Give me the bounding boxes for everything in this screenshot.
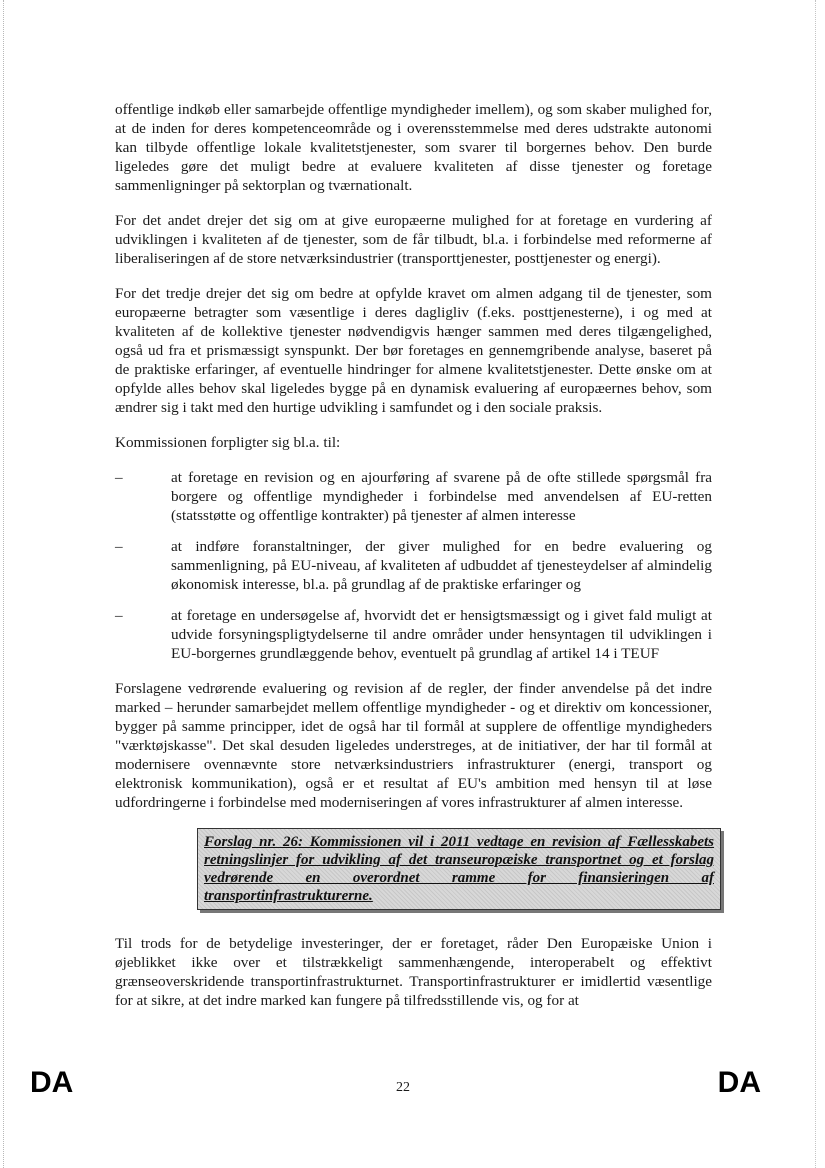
bullet-dash: – — [115, 538, 123, 555]
page-number: 22 — [396, 1080, 410, 1095]
proposal-box — [197, 828, 721, 910]
commitments-list — [115, 468, 712, 663]
commitment-item-2 — [115, 537, 712, 594]
commitment-text: at indføre foranstaltninger, der giver mulighed for en bedre evaluering og sammenligning, på EU-niveau, af kvaliteten af udbuddet af tjenesteydelser af almindelig økonomisk interesse, bl.a. på grundlag af de praktiske erfaringer og — [171, 538, 712, 593]
scan-edge-right — [815, 0, 817, 1168]
commitment-text: at foretage en revision og en ajourføring af svarene på de ofte stillede spørgsmål fra borgere og offentlige myndigheder i forbindelse med anvendelsen af EU-retten (statsstøtte og offentlige kontrakter) på tjenester af almen interesse — [171, 469, 712, 524]
final-paragraph: Til trods for de betydelige investeringer, der er foretaget, råder Den Europæiske Union i øjeblikket ikke over et tilstrækkeligt sammenhængende, interoperabelt og effektivt grænseoverskridende transportinfrastrukturnet. Transportinfrastrukturer er imidlertid væsentlige for at sikre, at det indre marked kan fungere på tilfredsstillende vis, og for at — [115, 935, 712, 1009]
footer-language-right: DA — [717, 1066, 761, 1099]
paragraph-3: For det tredje drejer det sig om bedre at opfylde kravet om almen adgang til de tjenester, som europæerne betragter som væsentlige i deres dagligliv (f.eks. posttjenesterne), i og med at kvaliteten af de kollektive tjenester nødvendigvis hænger sammen med deres tilgængelighed, også ud fra et prismæssigt synspunkt. Der bør foretages en gennemgribende analyse, baseret på de praktiske erfaringer, af eventuelle hindringer for almene kvalitetstjenester. Dette ønske om at opfylde alles behov skal ligeledes bygge på en dynamisk evaluering af europæernes behov, som ændrer sig i takt med den hurtige udvikling i samfundet og i den sociale praksis. — [115, 285, 712, 416]
commitments-intro: Kommissionen forpligter sig bl.a. til: — [115, 434, 341, 451]
page-body — [115, 100, 712, 1026]
paragraph-after-list: Forslagene vedrørende evaluering og revision af de regler, der finder anvendelse på det indre marked – herunder samarbejdet mellem offentlige myndigheder - og et direktiv om koncessioner, bygger på samme principper, idet de også har til formål at supplere de offentlige myndigheders "værktøjskasse". Det skal desuden ligeledes understreges, at de initiativer, der har til formål at modernisere ovennævnte store netværksindustriers infrastrukturer (energi, transport og elektronisk kommunikation), også er et resultat af EU's ambition med hensyn til at løse udfordringerne i forbindelse med moderniseringen af vores infrastrukturer af almen interesse. — [115, 680, 712, 811]
proposal-text: Forslag nr. 26: Kommissionen vil i 2011 vedtage en revision af Fællesskabets retningslinjer for udvikling af det transeuropæiske transportnet og et forslag vedrørende en overordnet ramme for finansieringen af transportinfrastrukturerne. — [204, 834, 714, 904]
commitment-item-1 — [115, 468, 712, 525]
scan-edge-left — [3, 0, 5, 1168]
bullet-dash: – — [115, 469, 123, 486]
paragraph-1: offentlige indkøb eller samarbejde offentlige myndigheder imellem), og som skaber mulighed for, at de inden for deres kompetenceområde og i overensstemmelse med deres udstrakte autonomi kan tilbyde offentlige lokale kvalitetstjenester, som svarer til borgernes behov. Den burde ligeledes gøre det muligt bedre at evaluere kvaliteten af disse tjenester og foretage sammenligninger på sektorplan og tværnationalt. — [115, 101, 712, 194]
paragraph-2: For det andet drejer det sig om at give europæerne mulighed for at foretage en vurdering af udviklingen i kvaliteten af de tjenester, som de får tilbudt, bl.a. i forbindelse med reformerne af liberaliseringen af de store netværksindustrier (transporttjenester, posttjenester og energi). — [115, 212, 712, 267]
footer-language-left: DA — [30, 1066, 74, 1099]
commitment-item-3 — [115, 606, 712, 663]
commitment-text: at foretage en undersøgelse af, hvorvidt det er hensigtsmæssigt og i givet fald muligt at udvide forsyningspligtydelserne til andre områder under hensyntagen til udviklingen i EU-borgernes grundlæggende behov, eventuelt på grundlag af artikel 14 i TEUF — [171, 607, 712, 662]
bullet-dash: – — [115, 607, 123, 624]
